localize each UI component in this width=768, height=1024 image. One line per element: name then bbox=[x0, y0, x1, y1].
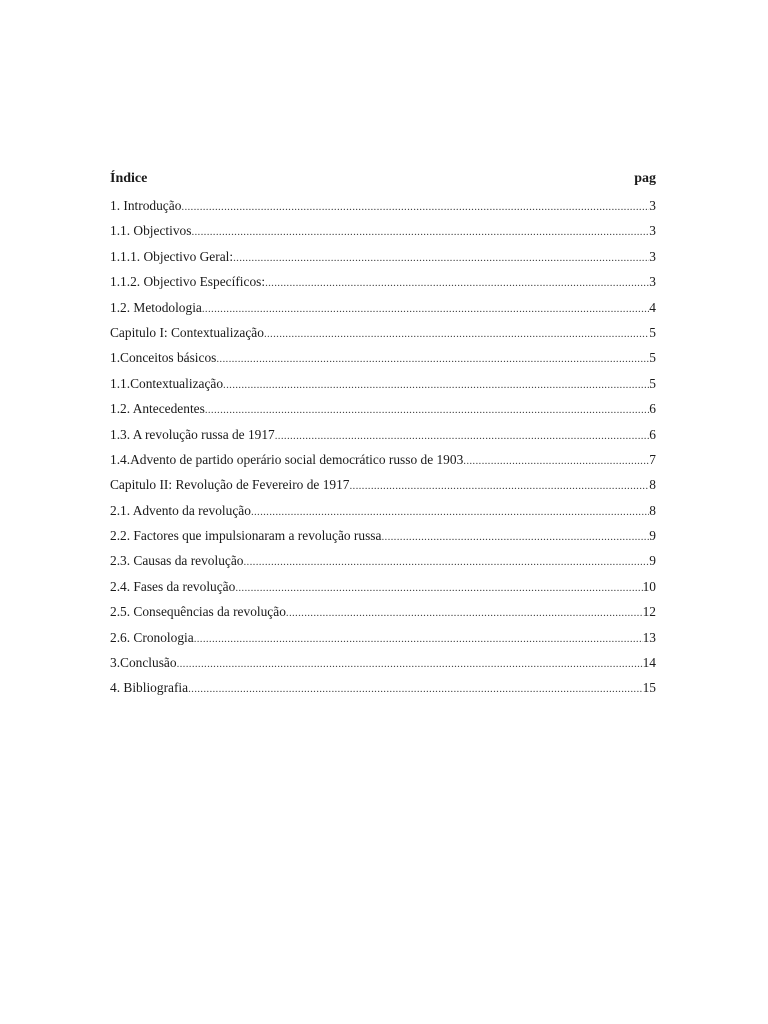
toc-entry-title: 2.3. Causas da revolução bbox=[110, 553, 244, 569]
toc-entry-title: 1.2. Metodologia bbox=[110, 299, 202, 315]
dot-leader bbox=[251, 500, 649, 523]
toc-entry-title: 1.1. Objectivos bbox=[110, 223, 192, 239]
toc-entry[interactable] bbox=[110, 244, 656, 269]
toc-entry[interactable] bbox=[110, 193, 656, 218]
dot-leader bbox=[235, 576, 642, 599]
toc-entry-page-number: 3 bbox=[649, 198, 656, 213]
dot-leader bbox=[191, 220, 649, 243]
toc-entry-title: 3.Conclusão bbox=[110, 655, 177, 671]
toc-entry-page-number: 8 bbox=[649, 502, 656, 518]
toc-entry-title: 1.1.2. Objectivo Específicos: bbox=[110, 274, 266, 290]
dot-leader bbox=[244, 550, 650, 573]
toc-entry[interactable] bbox=[110, 295, 656, 320]
toc-entry-page-number: 5 bbox=[649, 324, 656, 340]
dot-leader bbox=[202, 297, 649, 320]
dot-leader bbox=[275, 424, 650, 447]
toc-entry-title: 1.1.Contextualização bbox=[110, 375, 224, 391]
toc-entry[interactable] bbox=[110, 498, 656, 523]
toc-entry-title: 4. Bibliografia bbox=[110, 680, 189, 696]
dot-leader bbox=[264, 322, 649, 345]
toc-header bbox=[110, 168, 656, 190]
table-of-contents bbox=[110, 168, 656, 701]
dot-leader bbox=[194, 627, 643, 650]
toc-entry-title: Capitulo II: Revolução de Fevereiro de 1917 bbox=[110, 477, 350, 493]
toc-entry-page-number: 14 bbox=[642, 655, 656, 671]
toc-entry-page-number: 12 bbox=[642, 604, 656, 620]
toc-entry-title: 1.4.Advento de partido operário social democrático russo de 1903 bbox=[110, 451, 464, 467]
toc-entry-page-number: 13 bbox=[642, 629, 656, 645]
dot-leader bbox=[205, 398, 649, 421]
toc-entry-page-number: 3 bbox=[649, 223, 656, 239]
toc-entry-title: 2.2. Factores que impulsionaram a revolução russa bbox=[110, 528, 382, 544]
dot-leader bbox=[349, 474, 649, 497]
toc-entry-title: 1.1.1. Objectivo Geral: bbox=[110, 248, 234, 264]
toc-entry[interactable] bbox=[110, 396, 656, 421]
toc-entry-title: 1.2. Antecedentes bbox=[110, 401, 205, 417]
toc-entry-page-number: 3 bbox=[649, 274, 656, 290]
toc-entry[interactable] bbox=[110, 218, 656, 243]
toc-entry[interactable] bbox=[110, 650, 656, 675]
toc-entry-title: Capitulo I: Contextualização bbox=[110, 324, 264, 340]
toc-entry-list bbox=[110, 193, 656, 701]
toc-entry-page-number: 6 bbox=[649, 401, 656, 417]
dot-leader bbox=[188, 677, 643, 700]
dot-leader bbox=[216, 347, 649, 370]
toc-entry-page-number: 15 bbox=[642, 680, 656, 696]
dot-leader bbox=[177, 652, 643, 675]
toc-entry[interactable] bbox=[110, 320, 656, 345]
dot-leader bbox=[463, 449, 649, 472]
dot-leader bbox=[265, 271, 649, 294]
toc-entry-title: 2.1. Advento da revolução bbox=[110, 502, 251, 518]
toc-entry-page-number: 3 bbox=[649, 248, 656, 264]
toc-entry-page-number: 5 bbox=[649, 375, 656, 391]
toc-entry-title: 1. Introdução bbox=[110, 198, 182, 213]
toc-entry-page-number: 7 bbox=[649, 451, 656, 467]
toc-entry-title: 2.4. Fases da revolução bbox=[110, 578, 236, 594]
toc-entry[interactable] bbox=[110, 574, 656, 599]
toc-entry-title: 1.3. A revolução russa de 1917 bbox=[110, 426, 275, 442]
toc-entry[interactable] bbox=[110, 599, 656, 624]
toc-entry[interactable] bbox=[110, 345, 656, 370]
toc-entry[interactable] bbox=[110, 447, 656, 472]
toc-entry-page-number: 5 bbox=[649, 350, 656, 366]
toc-title: Índice bbox=[110, 171, 148, 186]
toc-entry-title: 2.5. Consequências da revolução bbox=[110, 604, 286, 620]
dot-leader bbox=[286, 601, 643, 624]
toc-entry[interactable] bbox=[110, 548, 656, 573]
dot-leader bbox=[381, 525, 649, 548]
toc-entry-title: 2.6. Cronologia bbox=[110, 629, 194, 645]
dot-leader bbox=[223, 373, 649, 396]
toc-entry-page-number: 10 bbox=[642, 578, 656, 594]
toc-entry[interactable] bbox=[110, 472, 656, 497]
dot-leader bbox=[181, 195, 649, 218]
toc-entry-page-number: 6 bbox=[649, 426, 656, 442]
toc-entry-page-number: 9 bbox=[649, 528, 656, 544]
toc-entry-page-number: 8 bbox=[649, 477, 656, 493]
dot-leader bbox=[233, 246, 649, 269]
toc-entry[interactable] bbox=[110, 625, 656, 650]
toc-entry[interactable] bbox=[110, 371, 656, 396]
toc-entry-page-number: 4 bbox=[649, 299, 656, 315]
toc-entry-title: 1.Conceitos básicos bbox=[110, 350, 217, 366]
toc-entry[interactable] bbox=[110, 675, 656, 700]
toc-page-column-label: pag bbox=[634, 171, 656, 186]
toc-entry[interactable] bbox=[110, 523, 656, 548]
toc-entry[interactable] bbox=[110, 269, 656, 294]
toc-entry[interactable] bbox=[110, 422, 656, 447]
toc-entry-page-number: 9 bbox=[649, 553, 656, 569]
